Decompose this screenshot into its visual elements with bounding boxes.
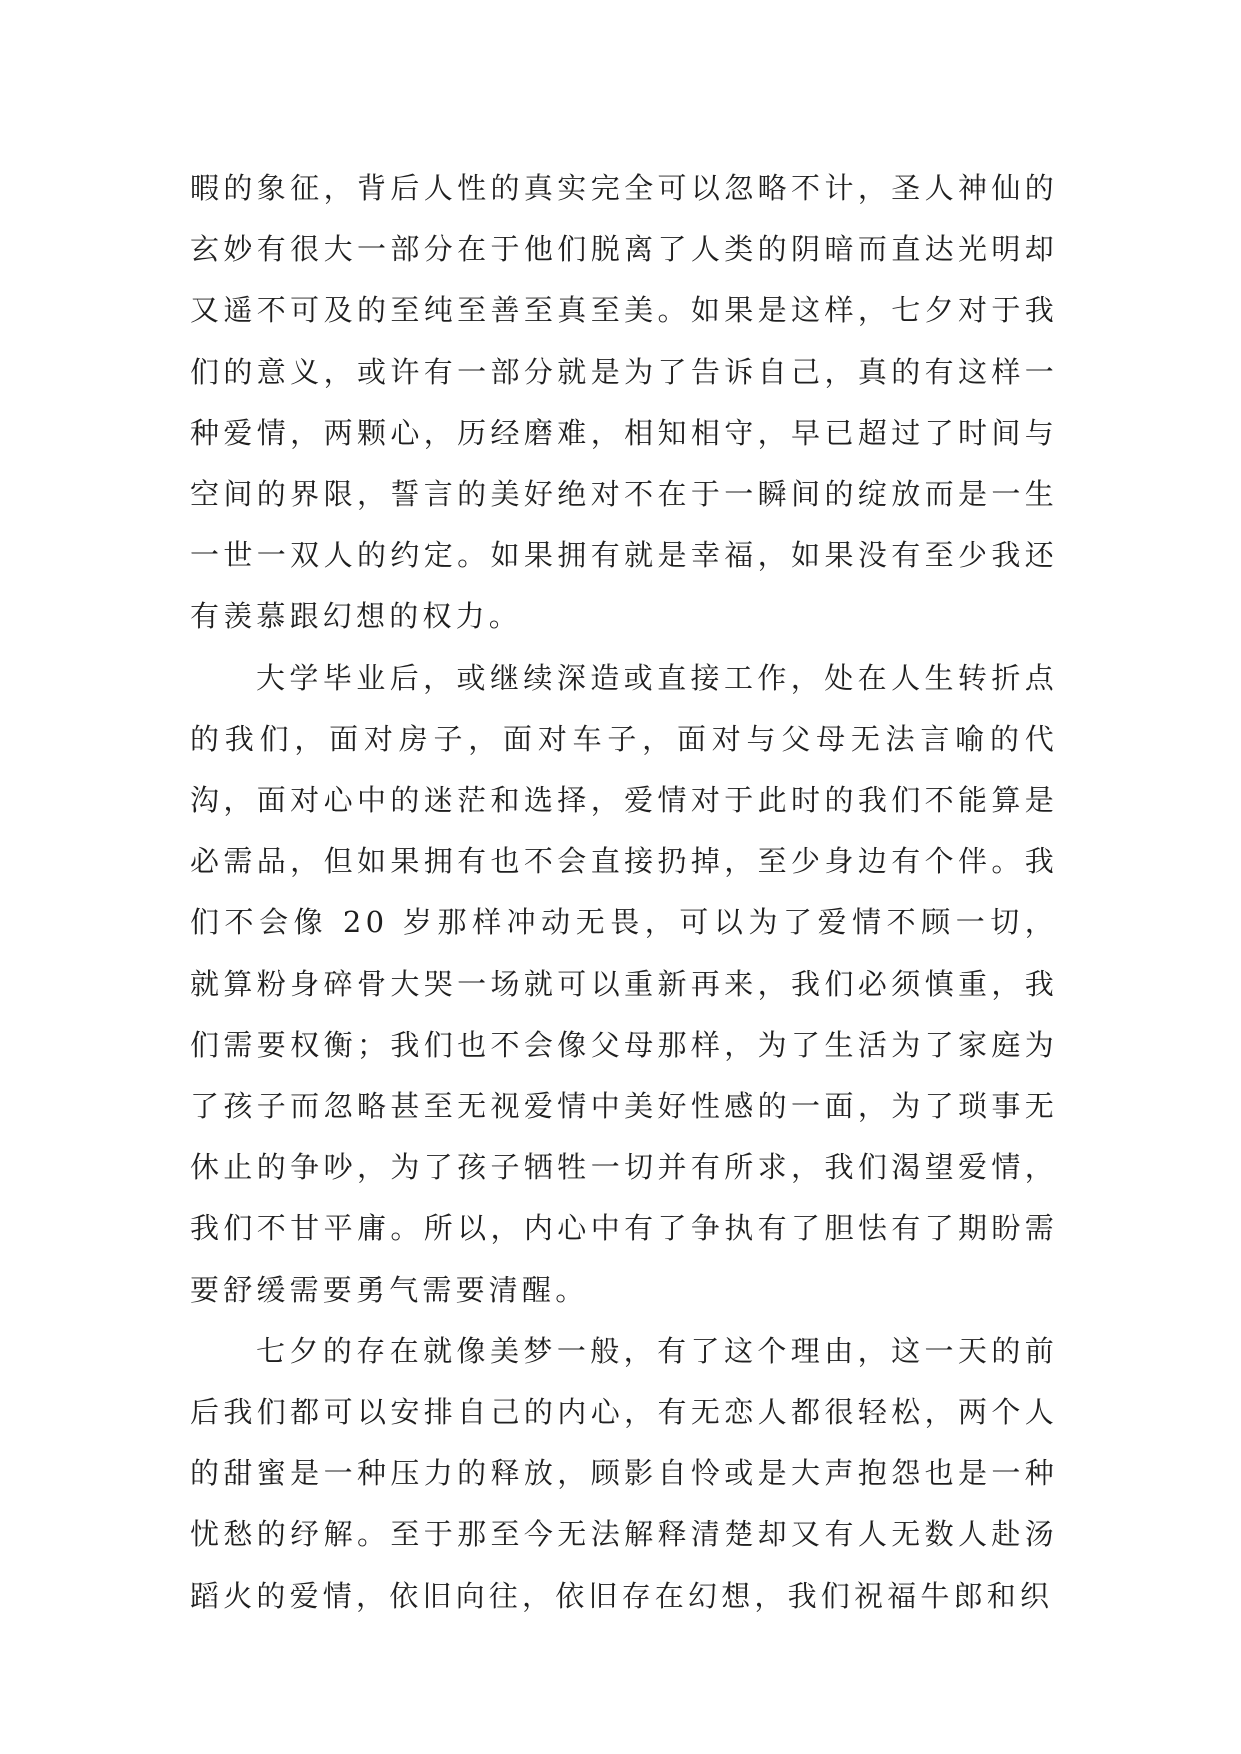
paragraph-1: 暇的象征，背后人性的真实完全可以忽略不计，圣人神仙的玄妙有很大一部分在于他们脱离了人类的阴暗而直达光明却又遥不可及的至纯至善至真至美。如果是这样，七夕对于我们的意义，或许有一部分就是为了告诉自己，真的有这样一种爱情，两颗心，历经磨难，相知相守，早已超过了时间与空间的界限，誓言的美好绝对不在于一瞬间的绽放而是一生一世一双人的约定。如果拥有就是幸福，如果没有至少我还有羡慕跟幻想的权力。 <box>190 171 1058 634</box>
paragraph-2: 大学毕业后，或继续深造或直接工作，处在人生转折点的我们，面对房子，面对车子，面对与父母无法言喻的代沟，面对心中的迷茫和选择，爱情对于此时的我们不能算是必需品，但如果拥有也不会直接扔掉，至少身边有个伴。我们不会像 20 岁那样冲动无畏，可以为了爱情不顾一切，就算粉身碎骨大哭一场就可以重新再来，我们必须慎重，我们需要权衡；我们也不会像父母那样，为了生活为了家庭为了孩子而忽略甚至无视爱情中美好性感的一面，为了琐事无休止的争吵，为了孩子牺牲一切并有所求，我们渴望爱情，我们不甘平庸。所以，内心中有了争执有了胆怯有了期盼需要舒缓需要勇气需要清醒。 <box>190 660 1058 1307</box>
paragraph-3: 七夕的存在就像美梦一般，有了这个理由，这一天的前后我们都可以安排自己的内心，有无恋人都很轻松，两个人的甜蜜是一种压力的释放，顾影自怜或是大声抱怨也是一种忧愁的纾解。至于那至今无法解释清楚却又有人无数人赴汤蹈火的爱情，依旧向往，依旧存在幻想，我们祝福牛郎和织 <box>190 1333 1058 1613</box>
body-text <box>190 158 1058 1627</box>
